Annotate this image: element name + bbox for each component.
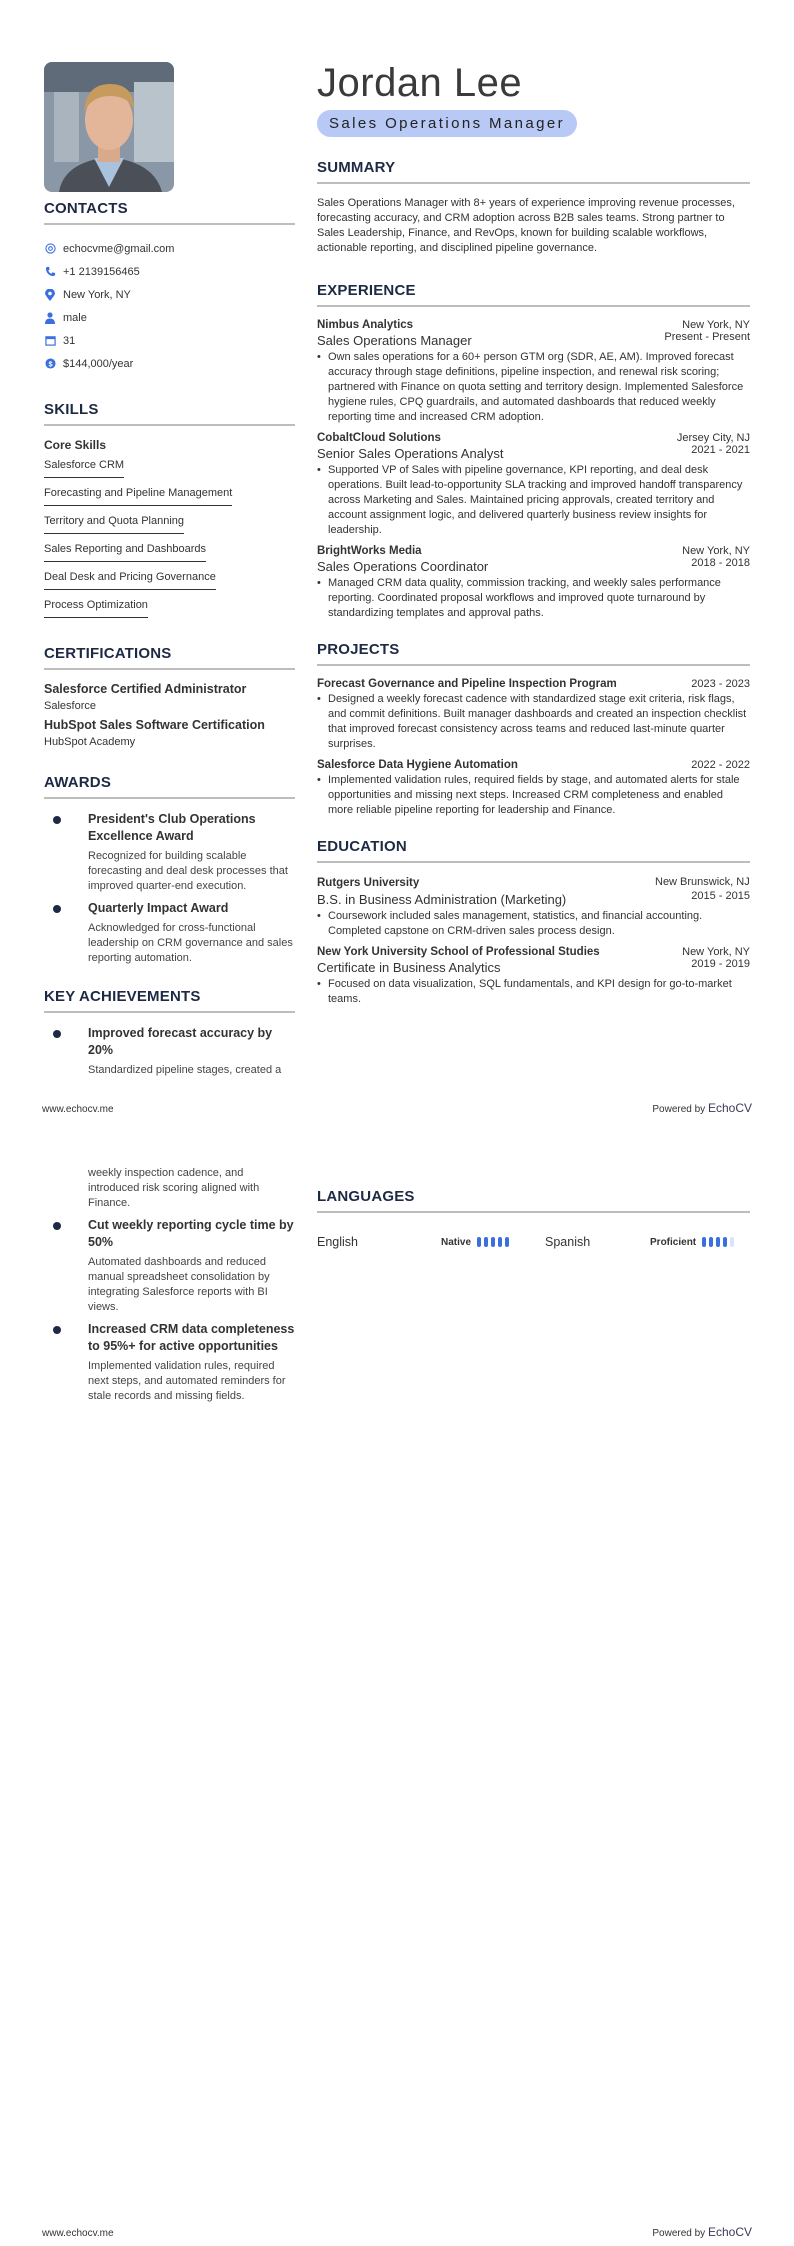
job-location: New York, NY xyxy=(682,319,750,331)
project-name: Salesforce Data Hygiene Automation xyxy=(317,759,518,771)
project-name: Forecast Governance and Pipeline Inspection Program xyxy=(317,678,617,690)
section-heading: EXPERIENCE xyxy=(317,282,750,307)
job-title-badge: Sales Operations Manager xyxy=(317,110,577,137)
rating-bar xyxy=(716,1237,720,1247)
experience-item xyxy=(317,545,750,621)
svg-text:$: $ xyxy=(47,359,53,369)
education-item xyxy=(317,946,750,1007)
experience-item xyxy=(317,432,750,538)
job-dates: Present - Present xyxy=(664,331,750,343)
bullet-dot xyxy=(53,1222,61,1230)
footer-website[interactable]: www.echocv.me xyxy=(42,2228,114,2239)
job-location: Jersey City, NJ xyxy=(676,432,750,444)
contact-age xyxy=(44,329,295,352)
phone-icon xyxy=(44,266,56,278)
languages-row xyxy=(317,1235,750,1249)
bullet-dot xyxy=(53,1326,61,1334)
section-heading: KEY ACHIEVEMENTS xyxy=(44,988,295,1013)
contact-salary xyxy=(44,352,295,375)
language-name: English xyxy=(317,1235,358,1249)
job-dates: 2021 - 2021 xyxy=(691,444,750,456)
award-description: Acknowledged for cross-functional leadership on CRM governance and sales reporting automation. xyxy=(88,922,293,964)
achievement-title: Increased CRM data completeness to 95%+ for active opportunities xyxy=(88,1322,295,1353)
education-dates: 2019 - 2019 xyxy=(691,958,750,970)
footer-powered-by xyxy=(652,2225,752,2239)
contact-email[interactable] xyxy=(44,237,295,260)
rating-bar xyxy=(730,1237,734,1247)
rating-bar xyxy=(477,1237,481,1247)
profile-photo xyxy=(44,62,174,192)
job-role: Senior Sales Operations Analyst xyxy=(317,446,504,461)
language-name: Spanish xyxy=(545,1235,591,1249)
achievement-title: Cut weekly reporting cycle time by 50% xyxy=(88,1218,294,1249)
footer-website[interactable]: www.echocv.me xyxy=(42,1104,114,1115)
brand-logo: EchoCV xyxy=(707,2225,752,2239)
education-section xyxy=(317,838,750,1007)
company-name: CobaltCloud Solutions xyxy=(317,432,441,444)
degree: Certificate in Business Analytics xyxy=(317,960,501,975)
skill-item: Deal Desk and Pricing Governance xyxy=(44,569,216,590)
contact-value: +1 2139156465 xyxy=(63,265,140,278)
footer-powered-by xyxy=(652,1101,752,1115)
job-dates: 2018 - 2018 xyxy=(691,557,750,569)
contact-value: $144,000/year xyxy=(63,357,134,370)
section-heading: LANGUAGES xyxy=(317,1188,750,1213)
achievements-section xyxy=(44,988,295,1078)
rating-bar xyxy=(498,1237,502,1247)
certification-name: HubSpot Sales Software Certification xyxy=(44,718,265,732)
brand-logo: EchoCV xyxy=(707,1101,752,1115)
contact-gender xyxy=(44,306,295,329)
resume-page-2 xyxy=(0,1123,794,2246)
award-item xyxy=(44,900,295,966)
dollar-icon xyxy=(44,358,56,370)
section-heading: AWARDS xyxy=(44,774,295,799)
degree: B.S. in Business Administration (Marketing) xyxy=(317,892,567,907)
experience-section xyxy=(317,282,750,621)
achievement-item xyxy=(44,1025,295,1078)
award-item xyxy=(44,811,295,894)
section-heading: EDUCATION xyxy=(317,838,750,863)
job-location: New York, NY xyxy=(682,545,750,557)
education-bullet: • Coursework included sales management, statistics, and financial accounting. Completed capstone on CRM-driven sales process design. xyxy=(317,909,750,939)
languages-section xyxy=(317,1188,750,1249)
powered-by-label: Powered by xyxy=(652,2228,706,2239)
language-rating xyxy=(702,1237,737,1247)
company-name: BrightWorks Media xyxy=(317,545,422,557)
school-name: Rutgers University xyxy=(317,876,420,889)
project-item xyxy=(317,678,750,752)
certification-name: Salesforce Certified Administrator xyxy=(44,682,247,696)
rating-bar xyxy=(723,1237,727,1247)
achievement-description: Standardized pipeline stages, created a xyxy=(88,1064,282,1076)
projects-section xyxy=(317,641,750,818)
achievement-item xyxy=(44,1321,295,1404)
language-rating xyxy=(477,1237,545,1247)
rating-bar xyxy=(505,1237,509,1247)
contact-value: male xyxy=(63,311,87,324)
award-title: President's Club Operations Excellence Award xyxy=(88,812,256,843)
language-level: Native xyxy=(441,1236,472,1248)
rating-bar xyxy=(484,1237,488,1247)
section-heading: CONTACTS xyxy=(44,200,295,225)
achievement-title: Improved forecast accuracy by 20% xyxy=(88,1026,273,1057)
certification-issuer: Salesforce xyxy=(44,700,96,712)
left-column xyxy=(44,1166,295,1410)
at-icon xyxy=(44,243,56,255)
summary-text: Sales Operations Manager with 8+ years of experience improving revenue processes, forecasting accuracy, and CRM adoption across B2B sales teams. Strong partner to Sales Leadership, Finance, and RevOps, known for building scalable workflows, actionable reporting, and disciplined pipeline governance. xyxy=(317,197,735,254)
location-pin-icon xyxy=(44,289,56,301)
bullet-dot xyxy=(53,1030,61,1038)
section-heading: CERTIFICATIONS xyxy=(44,645,295,670)
education-dates: 2015 - 2015 xyxy=(691,890,750,902)
right-column xyxy=(317,0,750,1014)
rating-bar xyxy=(709,1237,713,1247)
school-location: New Brunswick, NJ xyxy=(655,876,750,888)
achievement-item xyxy=(44,1217,295,1315)
rating-bar xyxy=(702,1237,706,1247)
contact-value: 31 xyxy=(63,334,76,347)
skill-item: Process Optimization xyxy=(44,597,148,618)
contacts-section xyxy=(44,200,295,375)
right-column xyxy=(317,1188,750,1249)
achievement-description: Implemented validation rules, required next steps, and automated reminders for stale records and missing fields. xyxy=(88,1360,286,1402)
rating-bar xyxy=(491,1237,495,1247)
section-heading: SUMMARY xyxy=(317,159,750,184)
skill-item: Sales Reporting and Dashboards xyxy=(44,541,206,562)
section-heading: PROJECTS xyxy=(317,641,750,666)
job-bullet: • Own sales operations for a 60+ person GTM org (SDR, AE, AM). Improved forecast accuracy through stage definitions, pipeline inspection, and renewal risk scoring; partnered with Finance on quota setting and territory design. Implemented Salesforce hygiene rules, CPQ guardrails, and automated dashboards that reduced weekly reporting time and increased CRM adoption. xyxy=(317,350,750,425)
left-column xyxy=(44,0,295,1084)
project-item xyxy=(317,759,750,818)
contact-value: echocvme@gmail.com xyxy=(63,242,175,255)
powered-by-label: Powered by xyxy=(652,1104,706,1115)
skill-item: Territory and Quota Planning xyxy=(44,513,184,534)
candidate-name: Jordan Lee xyxy=(317,61,523,105)
skill-item: Salesforce CRM xyxy=(44,457,124,478)
job-role: Sales Operations Manager xyxy=(317,333,472,348)
section-heading: SKILLS xyxy=(44,401,295,426)
skill-item: Forecasting and Pipeline Management xyxy=(44,485,232,506)
skills-group-title: Core Skills xyxy=(44,438,107,452)
certifications-section xyxy=(44,645,295,748)
experience-item xyxy=(317,319,750,425)
bullet-dot xyxy=(53,816,61,824)
certification-issuer: HubSpot Academy xyxy=(44,736,136,748)
education-item xyxy=(317,875,750,939)
project-bullet: • Implemented validation rules, required fields by stage, and automated alerts for stale opportunities and missing next steps. Increased CRM completeness and enabled more reliable pipeline reporting for leadership and Finance. xyxy=(317,773,750,818)
project-dates: 2022 - 2022 xyxy=(691,759,750,771)
company-name: Nimbus Analytics xyxy=(317,319,414,331)
project-bullet: • Designed a weekly forecast cadence with standardized stage exit criteria, risk flags, and commit definitions. Built manager dashboards and created an inspection checklist that improved forecast consistency across teams and reduced last-minute quarter surprises. xyxy=(317,692,750,752)
contact-phone[interactable] xyxy=(44,260,295,283)
education-bullet: • Focused on data visualization, SQL fundamentals, and KPI design for go-to-market teams. xyxy=(317,977,750,1007)
award-title: Quarterly Impact Award xyxy=(88,901,229,915)
project-dates: 2023 - 2023 xyxy=(691,678,750,690)
summary-section xyxy=(317,159,750,256)
skills-section xyxy=(44,401,295,623)
bullet-dot xyxy=(53,905,61,913)
job-bullet: • Supported VP of Sales with pipeline governance, KPI reporting, and deal desk operations. Built lead-to-opportunity SLA tracking and improved handoff transparency across Marketing and Sales. Maintained pricing approvals, created territory and account assignment logic, and delivered quarterly business review insights for leadership. xyxy=(317,463,750,538)
award-description: Recognized for building scalable forecasting and deal desk processes that improved quarter-end execution. xyxy=(88,850,288,892)
achievement-item-continued xyxy=(44,1166,295,1211)
language-level: Proficient xyxy=(650,1236,697,1248)
calendar-icon xyxy=(44,335,56,347)
person-icon xyxy=(44,312,56,324)
contact-location xyxy=(44,283,295,306)
job-bullet: • Managed CRM data quality, commission tracking, and weekly sales performance reporting. Coordinated proposal workflows and improved quote turnaround by standardizing templates and approval paths. xyxy=(317,576,750,621)
job-role: Sales Operations Coordinator xyxy=(317,559,489,574)
achievement-description: Automated dashboards and reduced manual spreadsheet consolidation by integrating Salesforce reports with BI views. xyxy=(88,1256,270,1313)
contact-value: New York, NY xyxy=(63,288,131,301)
awards-section xyxy=(44,774,295,966)
achievement-description: weekly inspection cadence, and introduced risk scoring aligned with Finance. xyxy=(88,1167,260,1209)
school-location: New York, NY xyxy=(682,946,750,958)
school-name: New York University School of Professional Studies xyxy=(317,946,600,958)
